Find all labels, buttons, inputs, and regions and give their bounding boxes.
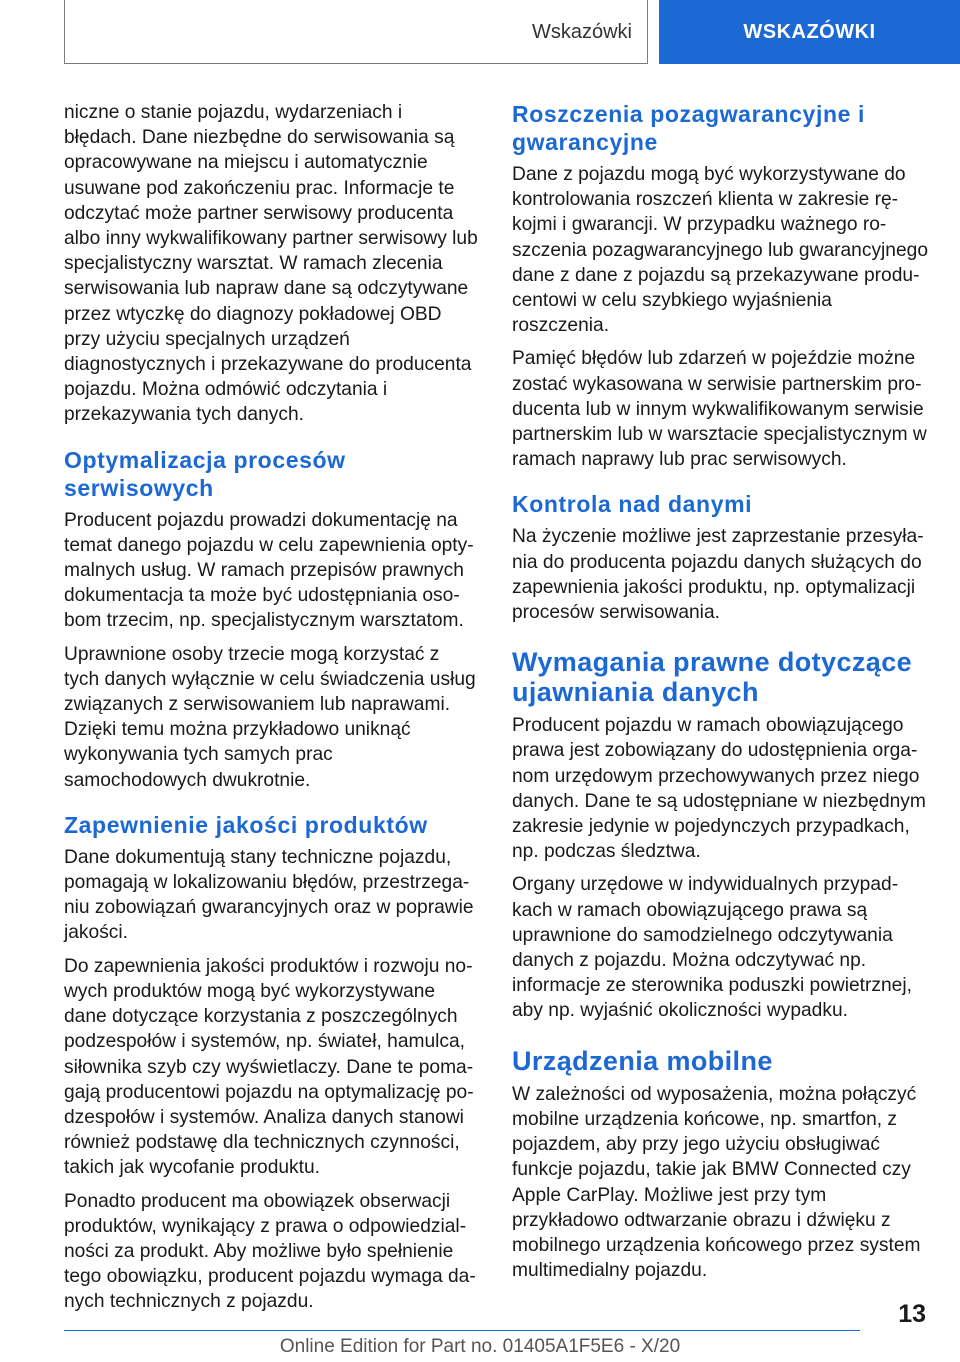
paragraph-error-memory: Pamięć błędów lub zdarzeń w pojeździe możne zostać wykasowana w serwisie partnerskim producenta lub w innym wykwalifikowanym serwisie partnerskim lub w warsztacie specjalistycznym w ramach naprawy lub prac serwisowych. [512, 348, 927, 471]
heading-wymagania: Wymagania prawne dotyczące ujawniania danych [512, 647, 913, 708]
heading-kontrola: Kontrola nad danymi [512, 491, 753, 518]
section-tab: WSKAZÓWKI [659, 0, 960, 64]
paragraph-mobile-devices: W zależności od wyposażenia, można połączyć mobilne urządzenia końcowe, np. smartfon, z pojazdem, aby przy jego użyciu obsługiwać funkcje pojazdu, takie jak BMW Connected czy Apple CarPlay. Możliwe jest przy tym przykładowo odtwarzanie obrazu i dźwięku z mobilnego urządzenia końcowego przez system multimedialny pojazdu. [512, 1083, 921, 1282]
paragraph-documentation: Producent pojazdu prowadzi dokumentację na temat danego pojazdu w celu zapewnienia optymalnych usług. W ramach przepisów prawnych dokumentacja ta może być udostępniania osobom trzecim, np. specjalistycznym warsztatom. [64, 509, 474, 632]
paragraph-authorities: Organy urzędowe w indywidualnych przypadkach w ramach obowiązującego prawa są uprawnione do samodzielnego odczytywania danych z pojazdu. Można odczytywać np. informacje ze sterownika poduszki powietrznej, aby np. wyjaśnić okoliczności wypadku. [512, 874, 912, 1022]
left-column [64, 100, 478, 1323]
paragraph-data-control: Na życzenie możliwe jest zaprzestanie przesyłania do producenta pojazdu danych służących do zapewnienia jakości produktu, np. optymalizacji procesów serwisowania. [512, 526, 924, 624]
heading-urzadzenia: Urządzenia mobilne [512, 1045, 773, 1076]
paragraph-diagnostics: niczne o stanie pojazdu, wydarzeniach i błędach. Dane niezbędne do serwisowania są opracowywane na miejscu i automatycznie usuwane pod zakończeniu prac. Informacje te odczytać może partner serwisowy producenta albo inny wykwalifikowany partner serwisowy lub specjalistyczny warsztat. W ramach zlecenia serwisowania lub napraw dane są odczytywane przez wtyczkę do diagnozy pokładowej OBD przy użyciu specjalnych urządzeń diagnostycznych i przekazywane do producenta pojazdu. Można odmówić odczytania i przekazywania tych danych. [64, 102, 478, 426]
heading-zapewnienie: Zapewnienie jakości produktów [64, 811, 428, 838]
paragraph-technical-states: Dane dokumentują stany techniczne pojazdu, pomagają w lokalizowaniu błędów, przestrzeganiu zobowiązań gwarancyjnych oraz w poprawie jakości. [64, 846, 474, 944]
paragraph-legal-disclosure: Producent pojazdu w ramach obowiązującego prawa jest zobowiązany do udostępnienia organom urzędowym przechowywanych przez niego danych. Dane te są udostępniane w niezbędnym zakresie jedynie w pojedynczych przypadkach, np. podczas śledztwa. [512, 715, 926, 863]
paragraph-product-development: Do zapewnienia jakości produktów i rozwoju nowych produktów mogą być wykorzystywane dane dotyczące korzystania z poszczególnych podzespołów i systemów, np. świateł, hamulca, siłownika szyb czy wyświetlaczy. Dane te pomagają producentowi pojazdu na optymalizację podzespołów i systemów. Analiza danych stanowi również podstawę dla technicznych czynności, takich jak wycofanie produktu. [64, 955, 474, 1179]
paragraph-third-parties: Uprawnione osoby trzecie mogą korzystać z tych danych wyłącznie w celu świadczenia usług związanych z serwisowaniem lub naprawami. Dzięki temu można przykładowo uniknąć wykonywania tych samych prac samochodowych dwukrotnie. [64, 643, 476, 791]
paragraph-product-observation: Ponadto producent ma obowiązek obserwacji produktów, wynikający z prawa o odpowiedzialności za produkt. Aby możliwe było spełnienie tego obowiązku, producent pojazdu wymaga danych technicznych z pojazdu. [64, 1190, 476, 1313]
section-title: Wskazówki [531, 20, 632, 43]
heading-roszczenia: Roszczenia pozagwarancyjne i gwarancyjne [512, 101, 865, 155]
page-number: 13 [898, 1300, 926, 1328]
paragraph-claims: Dane z pojazdu mogą być wykorzystywane do kontrolowania roszczeń klienta w zakresie rękojmi i gwarancji. W przypadku ważnego roszczenia pozagwarancyjnego lub gwarancyjnego dane z dane z pojazdu są przekazywane producentowi w celu szybkiego wyjaśnienia roszczenia. [512, 164, 928, 337]
footer-edition: Online Edition for Part no. 01405A1F5E6 - X/20 [279, 1335, 681, 1357]
heading-optymalizacja: Optymalizacja procesów serwisowych [64, 446, 346, 501]
right-column [512, 100, 930, 1291]
